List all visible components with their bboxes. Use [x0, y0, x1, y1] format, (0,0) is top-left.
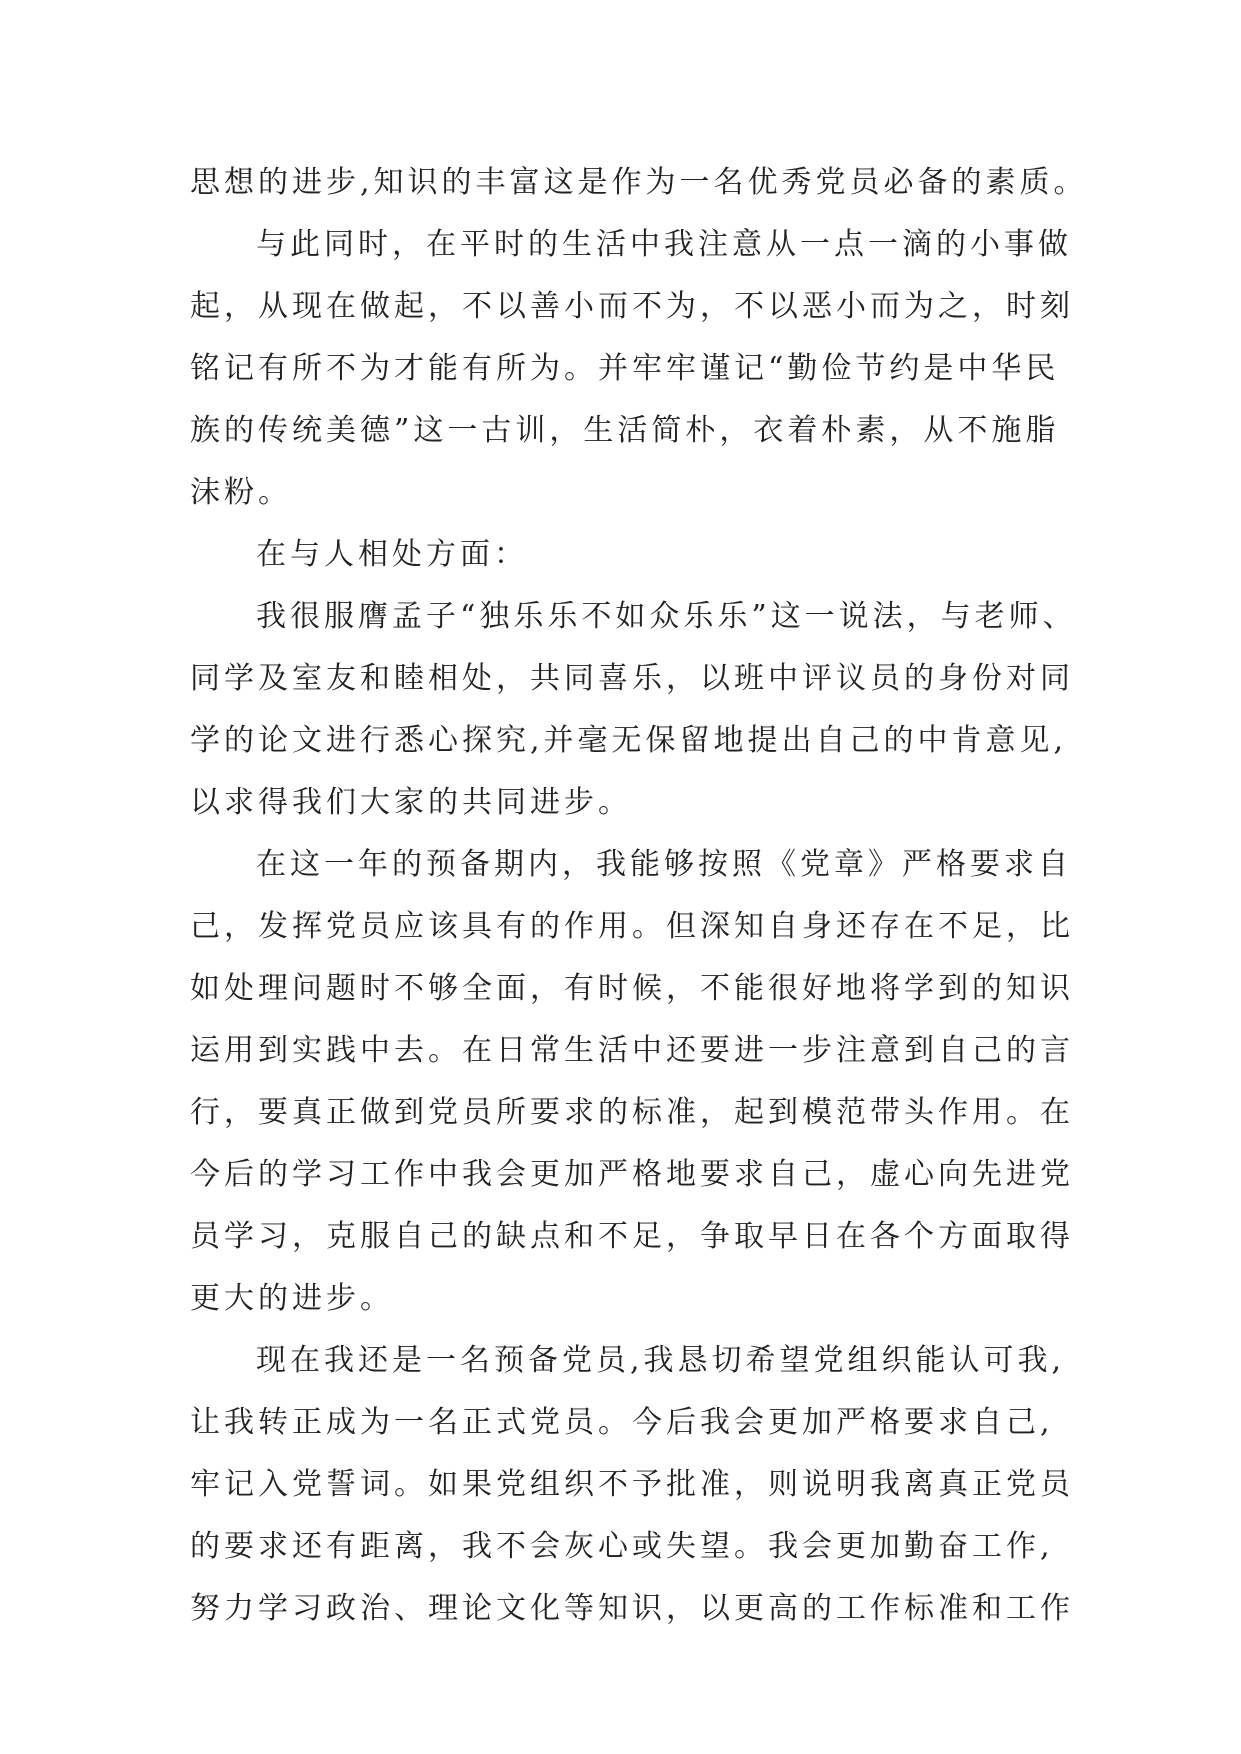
text-line-23: 的要求还有距离，我不会灰心或失望。我会更加勤奋工作, — [190, 1529, 1054, 1564]
document-body — [190, 152, 1088, 1640]
text-line-15: 运用到实践中去。在日常生活中还要进一步注意到自己的言 — [190, 1033, 1074, 1068]
text-line-5: 族的传统美德”这一古训，生活简朴，衣着朴素，从不施脂 — [190, 413, 1060, 448]
text-line-3: 起，从现在做起，不以善小而不为，不以恶小而为之，时刻 — [190, 289, 1074, 324]
text-line-9: 同学及室友和睦相处，共同喜乐，以班中评议员的身份对同 — [190, 661, 1074, 696]
text-line-22: 牢记入党誓词。如果党组织不予批准，则说明我离真正党员 — [190, 1467, 1074, 1502]
text-line-18: 员学习，克服自己的缺点和不足，争取早日在各个方面取得 — [190, 1219, 1074, 1254]
text-line-4: 铭记有所不为才能有所为。并牢牢谨记“勤俭节约是中华民 — [190, 351, 1060, 386]
text-line-19: 更大的进步。 — [190, 1281, 394, 1316]
text-line-13: 己，发挥党员应该具有的作用。但深知自身还存在不足，比 — [190, 909, 1074, 944]
text-line-10: 学的论文进行悉心探究,并毫无保留地提出自己的中肯意见, — [190, 723, 1068, 758]
text-line-21: 让我转正成为一名正式党员。今后我会更加严格要求自己, — [190, 1405, 1054, 1440]
text-line-14: 如处理问题时不够全面，有时候，不能很好地将学到的知识 — [190, 971, 1074, 1006]
text-line-1: 思想的进步,知识的丰富这是作为一名优秀党员必备的素质。 — [190, 165, 1088, 200]
text-line-8: 我很服膺孟子“独乐乐不如众乐乐”这一说法，与老师、 — [256, 599, 1077, 634]
text-line-17: 今后的学习工作中我会更加严格地要求自己，虚心向先进党 — [190, 1157, 1074, 1192]
text-line-7: 在与人相处方面： — [256, 537, 528, 572]
text-line-11: 以求得我们大家的共同进步。 — [190, 785, 632, 820]
text-line-2: 与此同时，在平时的生活中我注意从一点一滴的小事做 — [256, 227, 1072, 262]
text-line-20: 现在我还是一名预备党员,我恳切希望党组织能认可我, — [256, 1343, 1066, 1378]
text-line-12: 在这一年的预备期内，我能够按照《党章》严格要求自 — [256, 847, 1072, 882]
text-line-24: 努力学习政治、理论文化等知识，以更高的工作标准和工作 — [190, 1591, 1074, 1626]
text-line-16: 行，要真正做到党员所要求的标准，起到模范带头作用。在 — [190, 1095, 1074, 1130]
text-line-6: 沫粉。 — [190, 475, 292, 510]
